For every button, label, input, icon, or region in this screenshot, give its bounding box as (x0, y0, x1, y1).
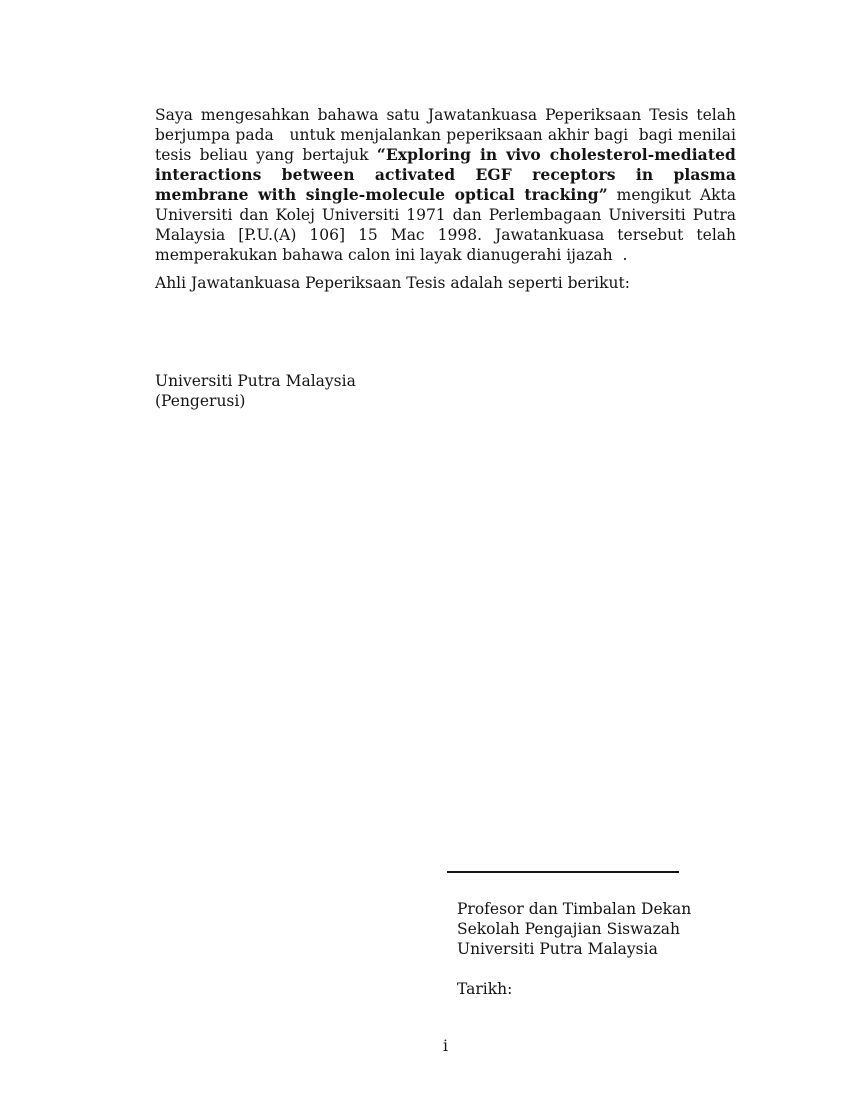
page-number: i (443, 1037, 448, 1055)
committee-role: (Pengerusi) (155, 392, 246, 410)
signatory-block (457, 899, 691, 999)
signatory-school: Sekolah Pengajian Siswazah (457, 920, 681, 938)
date-label: Tarikh: (457, 980, 513, 998)
committee-member-block (155, 371, 356, 411)
signatory-university: Universiti Putra Malaysia (457, 940, 658, 958)
certification-text-before: Saya mengesahkan bahawa satu Jawatankuasa Peperiksaan Tesis telah berjumpa pada untuk menjalankan peperiksaan akhir bagi bagi menilai tesis beliau yang bertajuk (155, 106, 736, 164)
signature-rule (447, 871, 679, 873)
thesis-title-bold: “Exploring in vivo cholesterol-mediated interactions between activated EGF receptors in plasma membrane with single-molecule optical tracking” (155, 145, 736, 204)
committee-intro: Ahli Jawatankuasa Peperiksaan Tesis adalah seperti berikut: (155, 274, 630, 292)
certification-text-after: mengikut Akta Universiti dan Kolej Universiti 1971 dan Perlembagaan Universiti Putra Malaysia [P.U.(A) 106] 15 Mac 1998. Jawatankuasa tersebut telah memperakukan bahawa calon ini layak dianugerahi ijazah . (155, 186, 737, 264)
committee-affiliation: Universiti Putra Malaysia (155, 372, 356, 390)
certification-paragraph (155, 105, 736, 265)
signatory-title: Profesor dan Timbalan Dekan (457, 900, 692, 918)
